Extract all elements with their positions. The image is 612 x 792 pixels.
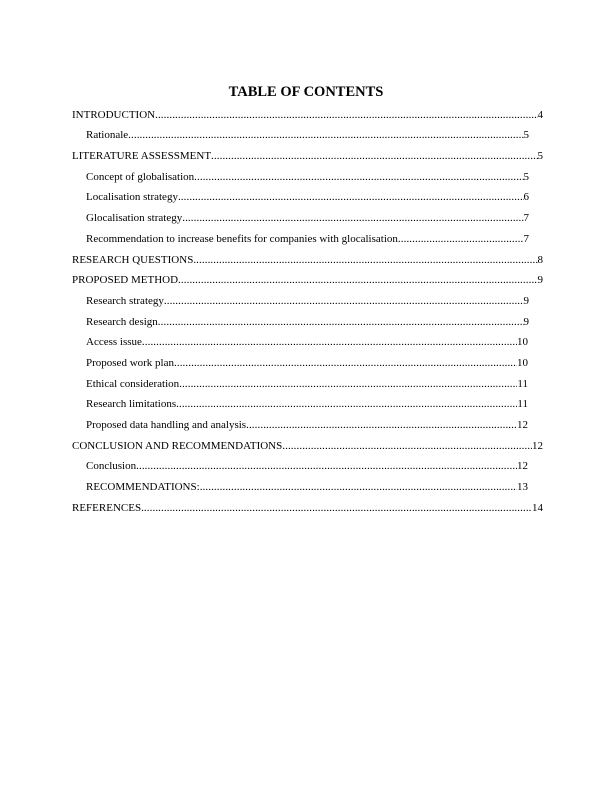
toc-entry-recommendation-glocalisation[interactable] [72, 228, 544, 249]
toc-leader-dots [282, 440, 532, 453]
toc-leader-dots [141, 502, 532, 515]
toc-entry-page: 5 [537, 150, 543, 163]
toc-entry-introduction[interactable] [72, 104, 544, 125]
toc-entry-research-strategy[interactable] [72, 290, 544, 311]
toc-leader-dots [398, 233, 524, 246]
toc-entry-page: 11 [517, 398, 528, 411]
toc-leader-dots [200, 481, 517, 494]
toc-leader-dots [136, 460, 517, 473]
toc-entry-label: Proposed work plan [86, 356, 174, 369]
toc-entry-localisation-strategy[interactable] [72, 187, 544, 208]
toc-entry-label: Proposed data handling and analysis [86, 419, 247, 431]
toc-entry-references[interactable] [72, 497, 544, 518]
toc-leader-dots [176, 398, 517, 411]
toc-entry-label: Conclusion [86, 460, 137, 473]
toc-entry-proposed-work-plan[interactable] [72, 352, 544, 373]
toc-entry-rationale[interactable] [72, 125, 544, 146]
toc-entry-recommendations[interactable] [72, 476, 544, 497]
toc-entry-research-design[interactable] [72, 311, 544, 332]
toc-entry-page: 5 [523, 170, 529, 183]
toc-entry-label: LITERATURE ASSESSMENT [72, 150, 212, 163]
toc-leader-dots [182, 212, 523, 225]
toc-entry-label: RECOMMENDATIONS: [86, 481, 200, 494]
toc-entry-glocalisation-strategy[interactable] [72, 207, 544, 228]
toc-entry-page: 11 [517, 377, 528, 390]
toc-entry-page: 12 [517, 419, 528, 431]
toc-title: TABLE OF CONTENTS [228, 84, 384, 100]
toc-entry-label: Concept of globalisation [86, 170, 195, 183]
toc-entry-label: RESEARCH QUESTIONS [72, 253, 194, 266]
toc-entry-label: INTRODUCTION [72, 108, 156, 121]
toc-leader-dots [178, 191, 524, 204]
toc-entry-label: Access issue [86, 336, 142, 349]
toc-entry-page: 12 [517, 460, 528, 473]
toc-leader-dots [158, 316, 524, 329]
toc-entry-page: 5 [523, 129, 529, 142]
toc-leader-dots [178, 274, 537, 287]
toc-entry-proposed-method[interactable] [72, 270, 544, 291]
toc-leader-dots [193, 254, 537, 267]
toc-leader-dots [128, 129, 523, 142]
toc-entry-label: Recommendation to increase benefits for companies with glocalisation [86, 232, 398, 245]
toc-leader-dots [164, 295, 524, 308]
toc-entry-page: 10 [517, 336, 528, 349]
toc-list [72, 104, 544, 518]
toc-entry-label: REFERENCES [72, 501, 142, 514]
toc-entry-label: PROPOSED METHOD [72, 274, 179, 287]
toc-leader-dots [211, 150, 537, 163]
toc-entry-page: 10 [517, 356, 528, 369]
toc-entry-page: 13 [517, 481, 528, 494]
toc-entry-page: 8 [537, 253, 543, 266]
toc-entry-research-questions[interactable] [72, 249, 544, 270]
toc-entry-label: Research strategy [86, 294, 164, 307]
toc-leader-dots [179, 378, 517, 391]
toc-entry-page: 14 [532, 501, 543, 514]
toc-entry-conclusion-and-recommendations[interactable] [72, 435, 544, 456]
toc-entry-label: Research limitations [86, 398, 177, 411]
toc-entry-page: 9 [523, 315, 529, 328]
toc-leader-dots [194, 171, 523, 184]
toc-entry-label: CONCLUSION AND RECOMMENDATIONS [72, 439, 283, 452]
toc-leader-dots [142, 336, 517, 349]
toc-entry-label: Glocalisation strategy [86, 212, 183, 225]
toc-entry-concept-of-globalisation[interactable] [72, 166, 544, 187]
toc-entry-page: 7 [523, 232, 529, 245]
toc-entry-page: 7 [523, 212, 529, 225]
toc-entry-label: Localisation strategy [86, 191, 178, 204]
toc-entry-page: 12 [532, 439, 543, 452]
toc-leader-dots [155, 109, 537, 122]
toc-entry-ethical-consideration[interactable] [72, 373, 544, 394]
toc-entry-literature-assessment[interactable] [72, 145, 544, 166]
toc-entry-conclusion[interactable] [72, 456, 544, 477]
toc-entry-label: Research design [86, 315, 158, 328]
toc-entry-access-issue[interactable] [72, 332, 544, 353]
toc-entry-page: 6 [523, 191, 529, 204]
toc-leader-dots [174, 357, 517, 370]
toc-entry-research-limitations[interactable] [72, 394, 544, 415]
toc-leader-dots [246, 419, 517, 432]
toc-entry-page: 9 [537, 274, 543, 287]
toc-entry-label: Rationale [86, 129, 129, 142]
toc-entry-page: 4 [537, 108, 543, 121]
toc-entry-page: 9 [523, 294, 529, 307]
toc-entry-label: Ethical consideration [86, 377, 180, 390]
toc-entry-data-handling[interactable] [72, 414, 544, 435]
